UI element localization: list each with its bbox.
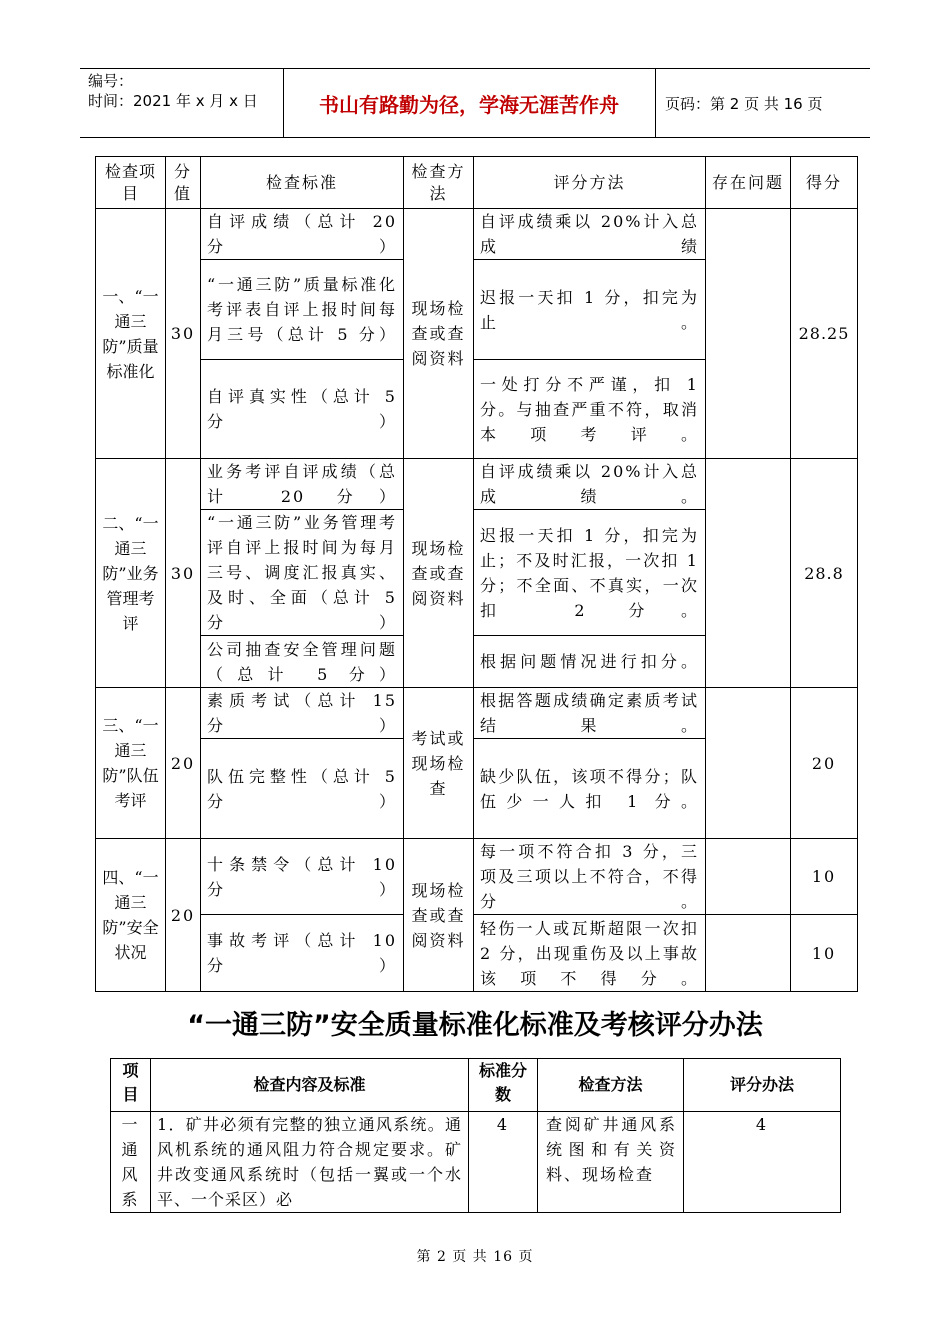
inspection-score-table [95, 156, 858, 992]
column-header: 检查方法 [404, 157, 474, 209]
column-header: 分值 [166, 157, 201, 209]
check-standard: 自评真实性（总计 5 分） [201, 360, 404, 459]
existing-problem [706, 209, 791, 459]
table-row [111, 1112, 841, 1213]
check-method: 现场检查或查阅资料 [404, 459, 474, 688]
scoring-method: 轻伤一人或瓦斯超限一次扣 2 分，出现重伤及以上事故该项不得分。 [474, 915, 706, 992]
score-value: 20 [166, 688, 201, 839]
scoring-method: 自评成绩乘以 20%计入总成绩。 [474, 459, 706, 510]
column-header: 存在问题 [706, 157, 791, 209]
scoring-method: 4 [684, 1112, 841, 1213]
check-item: 二、“一通三防”业务管理考评 [96, 459, 166, 688]
table-row [96, 915, 858, 992]
table-header-row [96, 157, 858, 209]
column-header: 检查内容及标准 [151, 1059, 469, 1112]
check-standard: 事故考评（总计 10 分） [201, 915, 404, 992]
check-item: 四、“一通三防”安全状况 [96, 839, 166, 992]
check-content: 1．矿井必须有完整的独立通风系统。通风机系统的通风阻力符合规定要求。矿井改变通风系统时（包括一翼或一个水平、一个采区）必 [151, 1112, 469, 1213]
check-item: 一、“一通三防”质量标准化 [96, 209, 166, 459]
header-page-info: 页码：第 2 页 共 16 页 [665, 95, 823, 113]
column-header: 检查项目 [96, 157, 166, 209]
existing-problem [706, 688, 791, 839]
column-header: 项目 [111, 1059, 151, 1112]
scoring-method: 根据问题情况进行扣分。 [474, 636, 706, 688]
scoring-method: 根据答题成绩确定素质考试结果。 [474, 688, 706, 739]
check-standard: 公司抽查安全管理问题（总计 5 分） [201, 636, 404, 688]
scoring-method: 每一项不符合扣 3 分，三项及三项以上不符合，不得分。 [474, 839, 706, 915]
table-row [96, 688, 858, 739]
score-value: 30 [166, 459, 201, 688]
score-value: 20 [166, 839, 201, 992]
table-row [96, 459, 858, 510]
column-header: 标准分数 [469, 1059, 538, 1112]
existing-problem [706, 839, 791, 915]
page-footer: 第 2 页 共 16 页 [416, 1249, 534, 1265]
check-method: 考试或现场检查 [404, 688, 474, 839]
document-number-label: 编号： [88, 72, 134, 90]
check-item: 三、“一通三防”队伍考评 [96, 688, 166, 839]
check-method: 现场检查或查阅资料 [404, 839, 474, 992]
standard-assessment-table [110, 1058, 841, 1213]
check-standard: “一通三防”业务管理考评自评上报时间为每月三号、调度汇报真实、及时、全面（总计 5 分） [201, 510, 404, 636]
header-motto: 书山有路勤为径，学海无涯苦作舟 [319, 93, 619, 117]
check-standard: “一通三防”质量标准化考评表自评上报时间每月三号（总计 5 分） [201, 260, 404, 360]
standard-score: 4 [469, 1112, 538, 1213]
header-meta [88, 71, 283, 111]
column-header: 评分办法 [684, 1059, 841, 1112]
check-standard: 十条禁令（总计 10 分） [201, 839, 404, 915]
document-time-label: 时间：2021 年 x 月 x 日 [88, 92, 258, 110]
check-standard: 队伍完整性（总计 5 分） [201, 739, 404, 839]
page-header [80, 68, 870, 138]
column-header: 评分方法 [474, 157, 706, 209]
header-divider [655, 69, 656, 137]
table-row [96, 209, 858, 260]
scoring-method: 一处打分不严谨，扣 1 分。与抽查严重不符，取消本项考评。 [474, 360, 706, 459]
score-value: 30 [166, 209, 201, 459]
score: 10 [791, 839, 858, 915]
check-standard: 自评成绩（总计 20 分） [201, 209, 404, 260]
scoring-method: 迟报一天扣 1 分，扣完为止。 [474, 260, 706, 360]
existing-problem [706, 459, 791, 688]
check-standard: 业务考评自评成绩（总计 20 分） [201, 459, 404, 510]
check-method: 查阅矿井通风系统图和有关资料、现场检查 [538, 1112, 684, 1213]
score: 10 [791, 915, 858, 992]
scoring-method: 迟报一天扣 1 分，扣完为止；不及时汇报，一次扣 1 分；不全面、不真实，一次扣 2 分。 [474, 510, 706, 636]
score: 28.25 [791, 209, 858, 459]
scoring-method: 自评成绩乘以 20%计入总成绩 [474, 209, 706, 260]
item-name: 一通风系 [111, 1112, 151, 1213]
section-title: “一通三防”安全质量标准化标准及考核评分办法 [187, 1010, 763, 1041]
scoring-method: 缺少队伍，该项不得分；队伍少一人扣 1 分。 [474, 739, 706, 839]
score: 28.8 [791, 459, 858, 688]
table-header-row [111, 1059, 841, 1112]
column-header: 得分 [791, 157, 858, 209]
score: 20 [791, 688, 858, 839]
table-row [96, 839, 858, 915]
column-header: 检查标准 [201, 157, 404, 209]
existing-problem [706, 915, 791, 992]
column-header: 检查方法 [538, 1059, 684, 1112]
check-standard: 素质考试（总计 15 分） [201, 688, 404, 739]
check-method: 现场检查或查阅资料 [404, 209, 474, 459]
